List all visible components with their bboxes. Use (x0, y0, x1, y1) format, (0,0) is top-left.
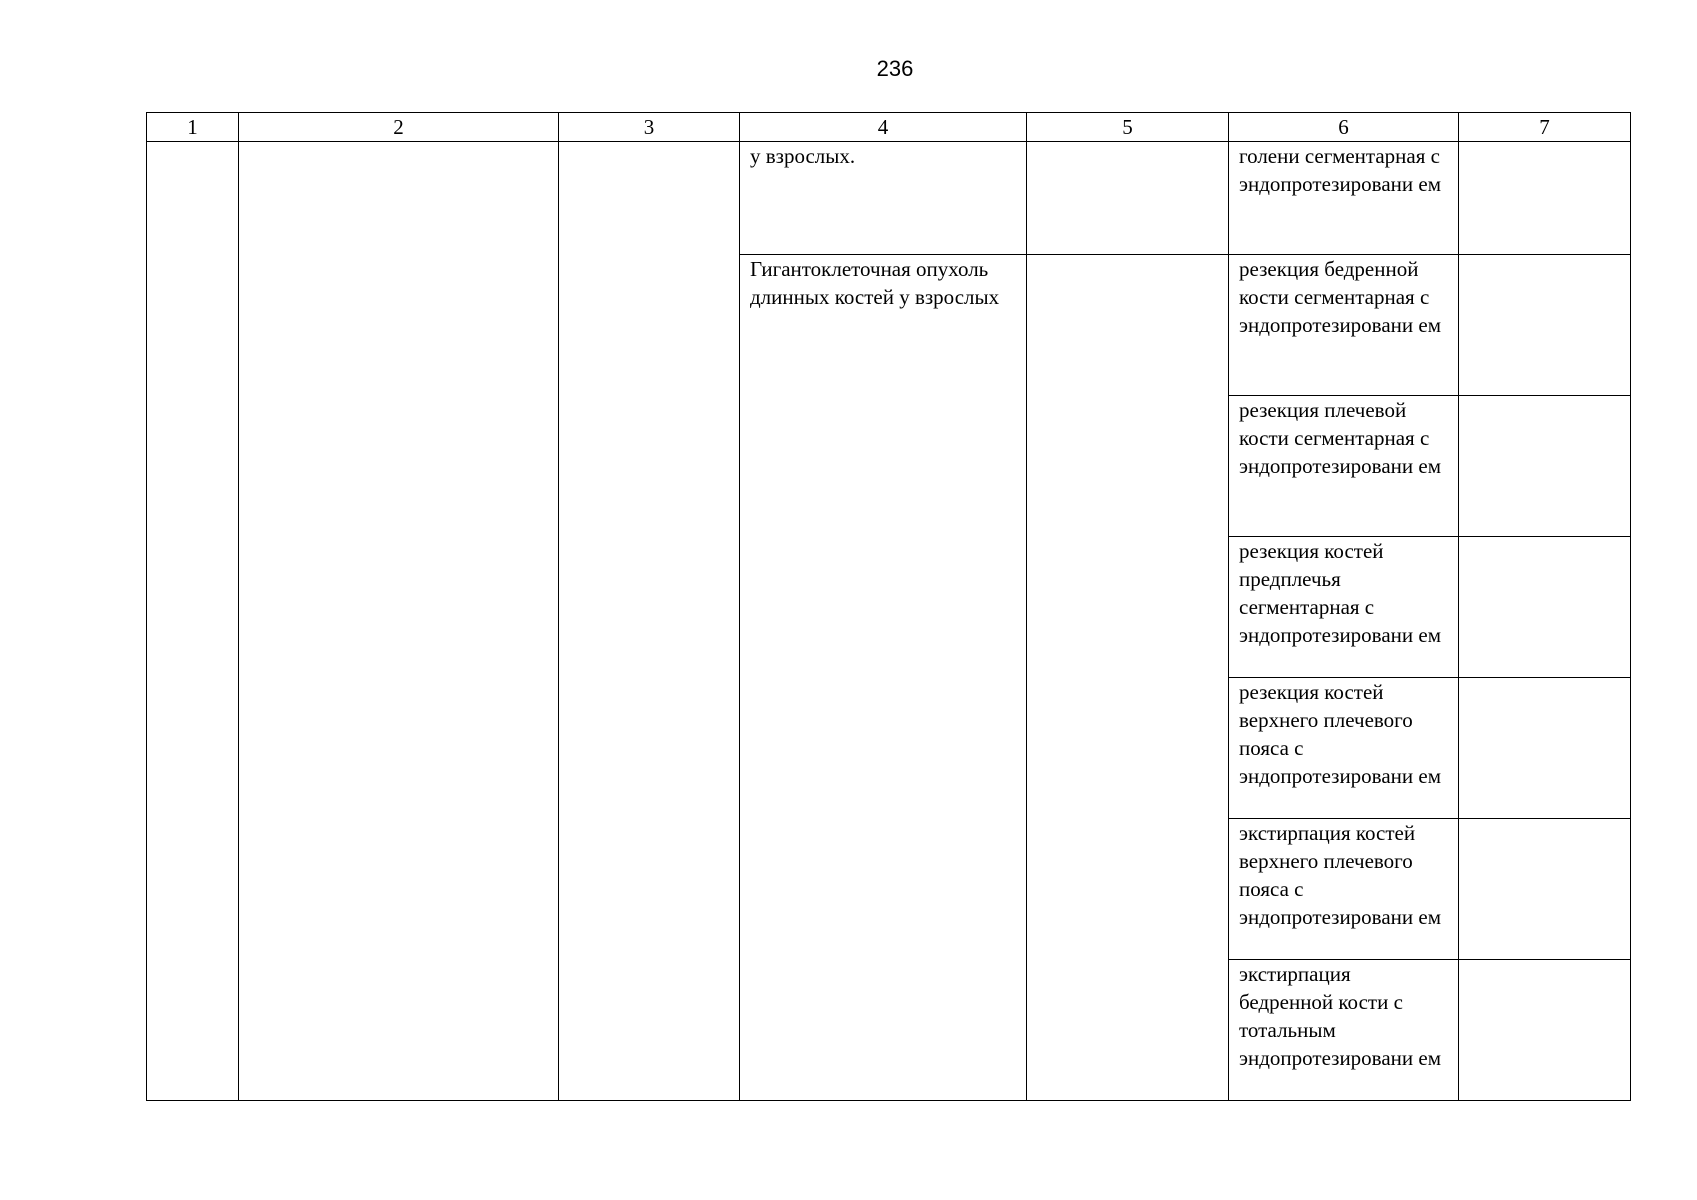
cell-col7 (1459, 142, 1631, 255)
column-header-6: 6 (1229, 113, 1459, 142)
cell-col7 (1459, 396, 1631, 537)
cell-col4-diagnosis (740, 255, 1027, 1101)
cell-col5 (1027, 255, 1229, 1101)
procedure-text: экстирпация костей верхнего плечевого пояса с эндопротезировани ем (1239, 821, 1441, 929)
diagnosis-text: у взрослых. (750, 144, 856, 168)
procedure-text: голени сегментарная с эндопротезировани ем (1239, 144, 1441, 196)
cell-col7 (1459, 678, 1631, 819)
cell-col6-procedure (1229, 142, 1459, 255)
procedure-text: резекция плечевой кости сегментарная с эндопротезировани ем (1239, 398, 1441, 478)
cell-col6-procedure (1229, 960, 1459, 1101)
page-number: 236 (876, 56, 914, 81)
column-header-2: 2 (239, 113, 559, 142)
column-header-1: 1 (147, 113, 239, 142)
column-header-4: 4 (740, 113, 1027, 142)
cell-col6-procedure (1229, 537, 1459, 678)
cell-col2 (239, 142, 559, 1101)
column-header-7: 7 (1459, 113, 1631, 142)
procedure-text: резекция костей верхнего плечевого пояса с эндопротезировани ем (1239, 680, 1441, 788)
column-header-5: 5 (1027, 113, 1229, 142)
cell-col7 (1459, 819, 1631, 960)
cell-col6-procedure (1229, 819, 1459, 960)
cell-col5 (1027, 142, 1229, 255)
document-table (146, 112, 1631, 1101)
diagnosis-text: Гигантоклеточная опухоль длинных костей у взрослых (750, 257, 1000, 309)
cell-col6-procedure (1229, 396, 1459, 537)
cell-col1 (147, 142, 239, 1101)
column-header-3: 3 (559, 113, 740, 142)
procedure-text: резекция костей предплечья сегментарная с эндопротезировани ем (1239, 539, 1441, 647)
cell-col7 (1459, 960, 1631, 1101)
procedure-text: экстирпация бедренной кости с тотальным эндопротезировани ем (1239, 962, 1441, 1070)
cell-col6-procedure (1229, 678, 1459, 819)
table-row (147, 142, 1631, 255)
cell-col7 (1459, 255, 1631, 396)
cell-col7 (1459, 537, 1631, 678)
cell-col3 (559, 142, 740, 1101)
procedure-text: резекция бедренной кости сегментарная с эндопротезировани ем (1239, 257, 1441, 337)
cell-col6-procedure (1229, 255, 1459, 396)
cell-col4-diagnosis-continued (740, 142, 1027, 255)
table-header-row (147, 113, 1631, 142)
